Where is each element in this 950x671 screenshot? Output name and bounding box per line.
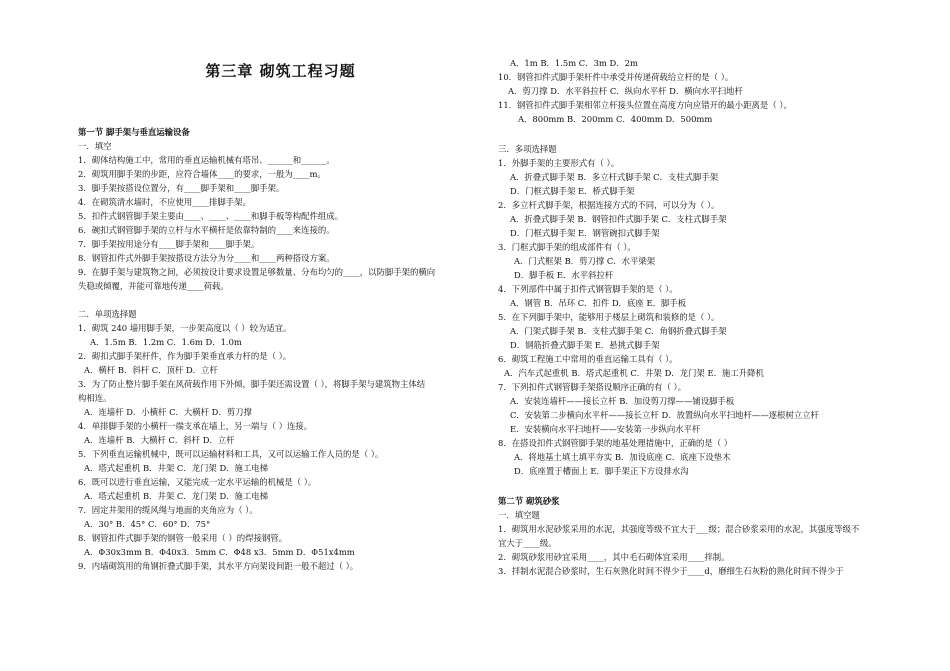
text-line: 4．在砌筑清水墙时，不应使用____排脚手架。: [78, 197, 251, 207]
text-line: 7．脚手架按用途分有____脚手架和____脚手架。: [78, 239, 260, 249]
text-line: 2．多立杆式脚手架，根据连接方式的不同，可以分为（ ）。: [498, 200, 720, 210]
text-line: 二．单项选择题: [78, 309, 137, 319]
text-line: A．30° B．45° C．60° D．75°: [84, 519, 211, 529]
text-line: A．横杆 B．斜杆 C．顶杆 D．立杆: [84, 365, 218, 375]
text-line: D．钢筋折叠式脚手架 E．悬挑式脚手架: [510, 340, 660, 350]
text-line: 6．碗扣式钢管脚手架的立杆与水平横杆是依靠特制的____来连接的。: [78, 225, 335, 235]
text-line: 1．砌筑用水泥砂浆采用的水泥，其强度等级不宜大于___级；混合砂浆采用的水泥，其强度等级不: [498, 524, 860, 534]
text-line: 2．砌扣式脚手架杆件，作为脚手架垂直承力杆的是（ ）。: [78, 351, 292, 361]
text-line: A．塔式起重机 B．井架 C．龙门架 D．施工电梯: [84, 491, 269, 501]
text-line: 7．下列扣件式钢管脚手架搭设顺序正确的有（ ）。: [498, 382, 687, 392]
text-line: A．汽车式起重机 B．塔式起重机 C．井架 D．龙门架 E．施工升降机: [504, 368, 764, 378]
text-line: E．安装横向水平扫地杆——安装第一步纵向水平杆: [510, 424, 701, 434]
text-line: A．塔式起重机 B．井架 C．龙门架 D．施工电梯: [84, 463, 269, 473]
text-line: 7．固定井架用的缆风绳与地面的夹角应为（ ）。: [78, 505, 258, 515]
text-line: 8．钢管扣件式外脚手架按搭设方法分为分____和____两种搭设方案。: [78, 253, 335, 263]
text-line: 1．砌体结构施工中，常用的垂直运输机械有塔吊、______和______。: [78, 155, 335, 165]
text-line: 一．填空: [78, 141, 112, 151]
text-line: 3．为了防止整片脚手架在风荷载作用下外倾，脚手架还需设置（ ），将脚手架与建筑物主体结: [78, 379, 426, 389]
text-line: 5．下列垂直运输机械中，既可以运输材料和工具，又可以运输工作人员的是（ ）。: [78, 449, 384, 459]
text-line: 8．钢管扣件式脚手架的钢管一般采用（ ）的焊接钢管。: [78, 533, 287, 543]
text-line: 失稳或倾覆，并能可靠地传递____荷载。: [78, 281, 229, 291]
text-line: 1．外脚手架的主要形式有（ ）。: [498, 158, 620, 168]
text-line: 3．拌制水泥混合砂浆时，生石灰熟化时间不得少于____d，磨细生石灰粉的熟化时间不得少于: [498, 566, 844, 576]
text-line: 3．脚手架按搭设位置分，有____脚手架和____脚手架。: [78, 183, 285, 193]
text-line: A．1.5m B．1.2m C．1.6m D．1.0m: [90, 337, 242, 347]
text-line: A．800mm B．200mm C．400mm D．500mm: [518, 114, 713, 124]
text-line: A．Φ30x3mm B．Φ40x3．5mm C．Φ48 x3．5mm D．Φ51x4mm: [84, 547, 355, 557]
text-line: A．门架式脚手架 B．支柱式脚手架 C．角钢折叠式脚手架: [510, 326, 727, 336]
text-line: 6．砌筑工程施工中常用的垂直运输工具有（ ）。: [498, 354, 678, 364]
text-line: D．门框式脚手架 E．桥式脚手架: [510, 186, 635, 196]
text-line: 6．既可以进行垂直运输，又能完成一定水平运输的机械是（ ）。: [78, 477, 317, 487]
text-line: A．将地基土填土填平夯实 B．加设底座 C．底座下设垫木: [514, 452, 731, 462]
text-line: 构相连。: [78, 393, 112, 403]
text-line: A．剪刀撑 D．水平斜拉杆 C．纵向水平杆 D．横向水平扫地杆: [508, 86, 743, 96]
text-line: 2．砌筑用脚手架的步距，应符合墙体____的要求，一般为____m。: [78, 169, 326, 179]
text-line: A．连墙杆 B．大横杆 C．斜杆 D．立杆: [84, 435, 235, 445]
text-line: A．折叠式脚手架 B．多立杆式脚手架 C．支柱式脚手架: [510, 172, 719, 182]
text-line: 10．钢管扣件式脚手架杆件中承受并传递荷载给立杆的是（ ）。: [498, 72, 734, 82]
text-line: 9．内墙砌筑用的角钢折叠式脚手架，其水平方向架设间距一般不超过（ ）。: [78, 561, 359, 571]
text-line: 1．砌筑 240 墙用脚手架，一步架高度以（ ）较为适宜。: [78, 323, 292, 333]
text-line: C．安装第二步横向水平杆——接长立杆 D．放置纵向水平扫地杆——逐根树立立杆: [510, 410, 819, 420]
text-line: D．底座置于槽面上 E．脚手架正下方设排水沟: [514, 466, 689, 476]
text-line: 4．单排脚手架的小横杆一端支承在墙上，另一端与（ ）连接。: [78, 421, 313, 431]
text-line: 9．在脚手架与建筑物之间，必须按设计要求设置足够数量、分布均匀的____，以防脚手架的横向: [78, 267, 436, 277]
text-line: 三．多项选择题: [498, 144, 557, 154]
text-line: 3．门框式脚手架的组成部件有（ ）。: [498, 242, 636, 252]
text-line: 一．填空题: [498, 510, 540, 520]
text-line: 8．在搭设扣件式钢管脚手架的地基处理措施中，正确的是（ ）: [498, 438, 733, 448]
section-heading: 第一节 脚手架与垂直运输设备: [78, 127, 190, 137]
section-heading: 第二节 砌筑砂浆: [498, 496, 560, 506]
text-line: A．钢管 B．吊环 C．扣件 D．底座 E．脚手板: [510, 298, 687, 308]
text-line: A．门式框架 B．剪刀撑 C．水平梁架: [514, 256, 656, 266]
text-line: A．安装连墙杆——接长立杆 B．加设剪刀撑——铺设脚手板: [510, 396, 735, 406]
text-line: D．门框式脚手架 E．钢管碗扣式脚手架: [510, 228, 660, 238]
page-title: 第三章 砌筑工程习题: [205, 62, 356, 80]
text-line: 4．下列部件中属于扣件式钢管脚手架的是（ ）。: [498, 284, 678, 294]
text-line: 宜大于____级。: [498, 538, 557, 548]
text-line: 2．砌筑砂浆用砂宜采用____，其中毛石砌体宜采用____拌制。: [498, 552, 730, 562]
text-line: A．1m B．1.5m C．3m D．2m: [510, 58, 638, 68]
text-line: 11．钢管扣件式脚手架相邻立杆接头位置在高度方向应错开的最小距离是（ ）。: [498, 100, 792, 110]
text-line: A．连墙杆 D．小横杆 C．大横杆 D．剪刀撑: [84, 407, 252, 417]
text-line: D．脚手板 E．水平斜拉杆: [514, 270, 614, 280]
text-line: 5．扣件式钢管脚手架主要由____、____、____和脚手板等构配件组成。: [78, 211, 343, 221]
text-line: A．折叠式脚手架 B．钢管扣件式脚手架 C．支柱式脚手架: [510, 214, 727, 224]
text-line: 5．在下列脚手架中，能够用于楼层上砌筑和装修的是（ ）。: [498, 312, 720, 322]
